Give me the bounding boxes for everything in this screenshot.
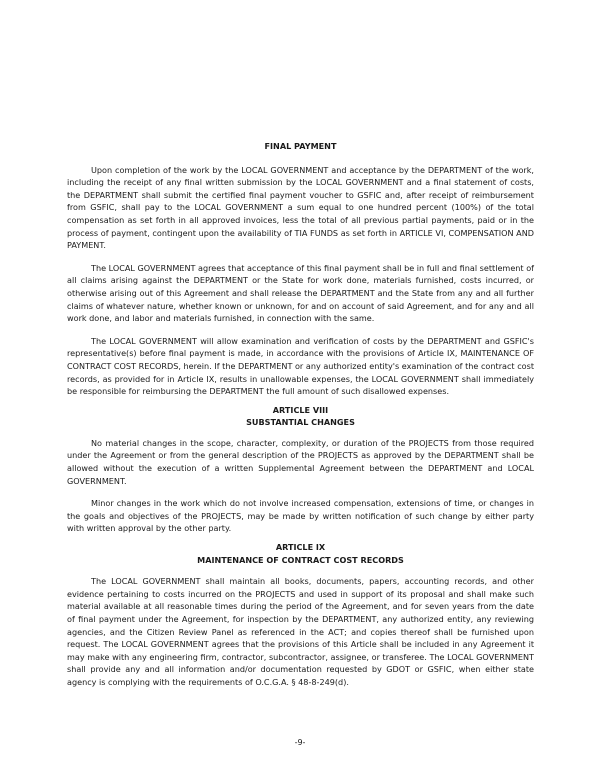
paragraph: The LOCAL GOVERNMENT will allow examination and verification of costs by the DEPARTMENT and GSFIC's representative(s) before final payment is made, in accordance with the provisions of Article IX, MAINTENANCE OF CONTRACT COST RECORDS, herein. If the DEPARTMENT or any authorized entity's examination of the contract cost records, as provided for in Article IX, results in unallowable expenses, the LOCAL GOVERNMENT shall immediately be responsible for reimbursing the DEPARTMENT the full amount of such disallowed expenses. <box>67 335 534 397</box>
article-title: MAINTENANCE OF CONTRACT COST RECORDS <box>197 554 404 565</box>
page-number: -9- <box>294 738 306 747</box>
article-number: ARTICLE VIII <box>272 404 329 415</box>
article-title: SUBSTANTIAL CHANGES <box>246 417 355 428</box>
paragraph: Upon completion of the work by the LOCAL GOVERNMENT and acceptance by the DEPARTMENT of the work, including the receipt of any final written submission by the LOCAL GOVERNMENT and a final statement of costs, the DEPARTMENT shall submit the certified final payment voucher to GSFIC and, after receipt of reimbursement from GSFIC, shall pay to the LOCAL GOVERNMENT a sum equal to one hundred percent (100%) of the total compensation as set forth in all approved invoices, less the total of all previous partial payments, paid or in the process of payment, contingent upon the availability of TIA FUNDS as set forth in ARTICLE VI, COMPENSATION AND PAYMENT. <box>67 164 534 251</box>
section-title: FINAL PAYMENT <box>264 141 337 151</box>
paragraph: No material changes in the scope, character, complexity, or duration of the PROJECTS from those required under the Agreement or from the general description of the PROJECTS as approved by the DEPARTMENT shall be allowed without the execution of a written Supplemental Agreement between the DEPARTMENT and LOCAL GOVERNMENT. <box>67 437 534 486</box>
paragraph: The LOCAL GOVERNMENT shall maintain all books, documents, papers, accounting records, and other evidence pertaining to costs incurred on the PROJECTS and used in support of its proposal and shall make such material available at all reasonable times during the period of the Agreement, and for seven years from the date of final payment under the Agreement, for inspection by the DEPARTMENT, any authorized entity, any reviewing agencies, and the Citizen Review Panel as referenced in the ACT; and copies thereof shall be furnished upon request. The LOCAL GOVERNMENT agrees that the provisions of this Article shall be included in any Agreement it may make with any engineering firm, contractor, subcontractor, assignee, or transferee. The LOCAL GOVERNMENT shall provide any and all information and/or documentation requested by GDOT or GSFIC, when either state agency is complying with the requirements of O.C.G.A. § 48-8-249(d). <box>67 576 534 687</box>
document-body <box>67 140 534 699</box>
paragraph: Minor changes in the work which do not involve increased compensation, extensions of time, or changes in the goals and objectives of the PROJECTS, may be made by written notification of such change by either party with written approval by the other party. <box>67 498 534 534</box>
paragraph: The LOCAL GOVERNMENT agrees that acceptance of this final payment shall be in full and final settlement of all claims arising against the DEPARTMENT or the State for work done, materials furnished, costs incurred, or otherwise arising out of this Agreement and shall release the DEPARTMENT and the State from any and all further claims of whatever nature, whether known or unknown, for and on account of said Agreement, and for any and all work done, and labor and materials furnished, in connection with the same. <box>67 262 534 324</box>
article-number: ARTICLE IX <box>275 542 326 553</box>
